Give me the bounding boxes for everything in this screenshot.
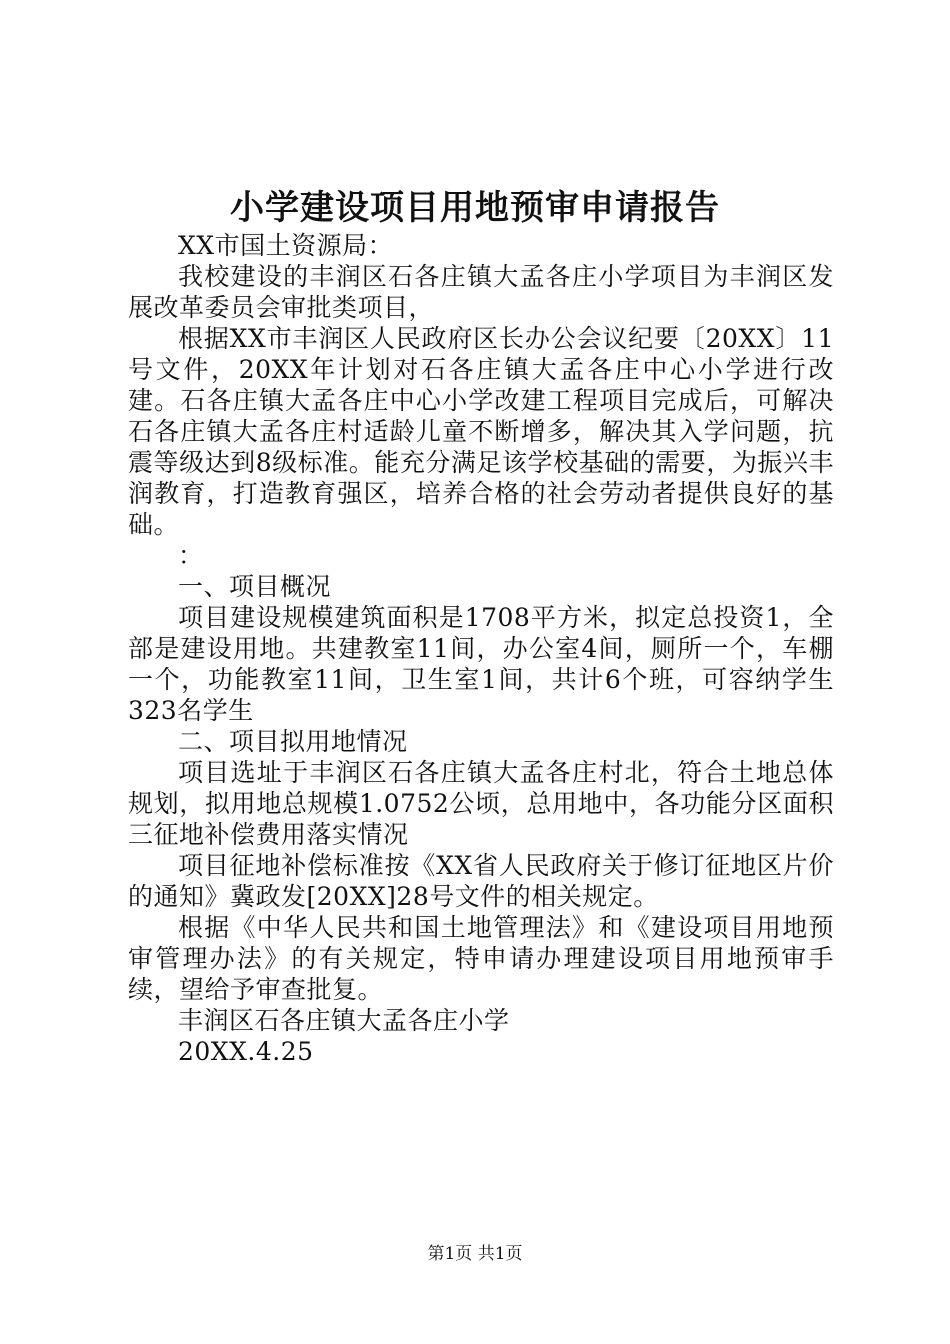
- background-paragraph: 根据XX市丰润区人民政府区长办公会议纪要〔20XX〕11号文件，20XX年计划对石各庄镇大孟各庄中心小学进行改建。石各庄镇大孟各庄中心小学改建工程项目完成后，可解决石各庄镇大孟各庄村适龄儿童不断增多，解决其入学问题，抗震等级达到8级标准。能充分满足该学校基础的需要，为振兴丰润教育，打造教育强区，培养合格的社会劳动者提供良好的基础。: [128, 324, 834, 539]
- land-use-paragraph: 项目选址于丰润区石各庄镇大孟各庄村北，符合土地总体规划，拟用地总规模1.0752公顷，总用地中，各功能分区面积三征地补偿费用落实情况: [128, 758, 834, 849]
- section-heading-land-use: 二、项目拟用地情况: [178, 727, 408, 756]
- request-paragraph: 根据《中华人民共和国土地管理法》和《建设项目用地预审管理办法》的有关规定，特申请办理建设项目用地预审手续，望给予审查批复。: [128, 913, 834, 1004]
- compensation-paragraph: 项目征地补偿标准按《XX省人民政府关于修订征地区片价的通知》冀政发[20XX]28号文件的相关规定。: [128, 851, 834, 911]
- document-title: 小学建设项目用地预审申请报告: [230, 188, 720, 228]
- page-number-footer: 第1页 共1页: [427, 1244, 523, 1264]
- colon-line: ：: [178, 541, 204, 570]
- addressee: XX市国土资源局：: [178, 231, 394, 260]
- section-heading-overview: 一、项目概况: [178, 572, 332, 601]
- signature-organization: 丰润区石各庄镇大孟各庄小学: [178, 1006, 510, 1035]
- intro-paragraph: 我校建设的丰润区石各庄镇大孟各庄小学项目为丰润区发展改革委员会审批类项目，: [128, 262, 834, 322]
- signature-date: 20XX.4.25: [178, 1037, 314, 1066]
- overview-paragraph: 项目建设规模建筑面积是1708平方米，拟定总投资1，全部是建设用地。共建教室11间，办公室4间，厕所一个，车棚一个，功能教室11间，卫生室1间，共计6个班，可容纳学生323名学生: [128, 603, 834, 725]
- document-body: [128, 230, 834, 1067]
